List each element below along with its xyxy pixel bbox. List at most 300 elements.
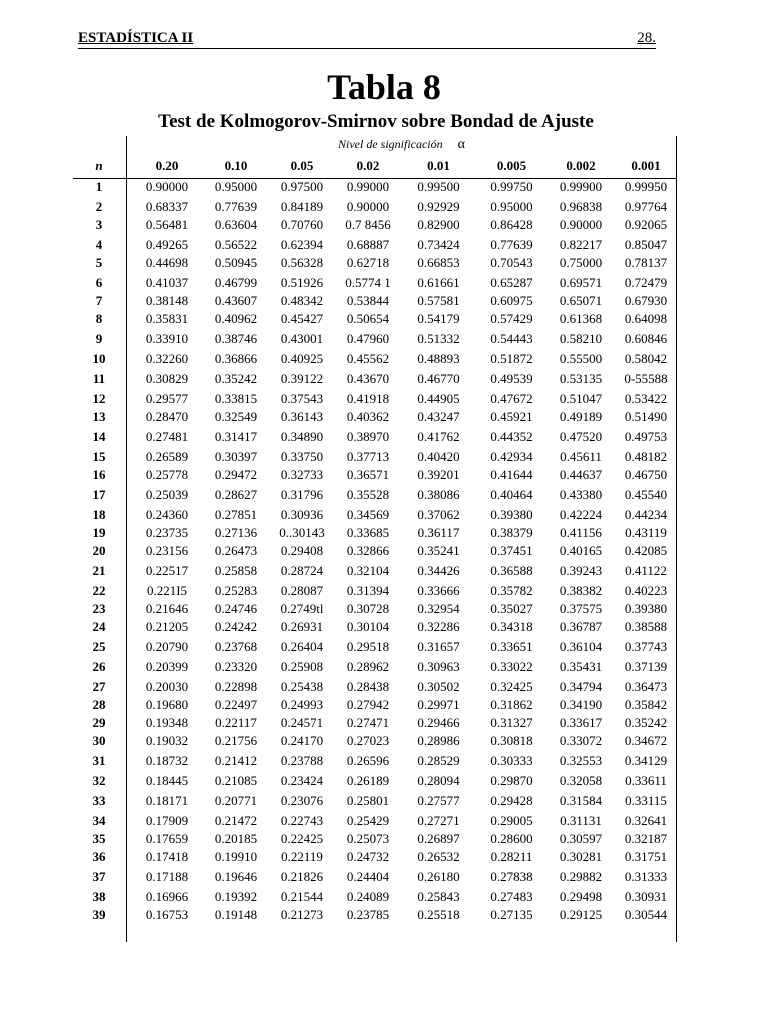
critical-value-cell: 0.30544 — [624, 907, 668, 922]
critical-value-cell: 0.47960 — [346, 331, 390, 346]
critical-value-cell: 0.31751 — [624, 849, 668, 864]
critical-value-cell: 0.36104 — [559, 639, 603, 654]
critical-value-cell: 0.26189 — [346, 773, 390, 788]
critical-value-cell: 0.19646 — [214, 869, 258, 884]
critical-value-cell: 0..30143 — [279, 525, 325, 540]
critical-value-cell: 0.47672 — [490, 391, 533, 406]
critical-value-cell: 0.51490 — [624, 409, 668, 424]
critical-value-cell: 0.56481 — [145, 217, 189, 232]
critical-value-cell: 0.70543 — [490, 255, 533, 270]
significance-header — [127, 137, 676, 155]
row-n-value: 6 — [95, 275, 103, 290]
critical-value-cell: 0.25908 — [280, 659, 324, 674]
table-row — [73, 487, 677, 504]
critical-value-cell: 0.21472 — [214, 813, 258, 828]
critical-value-cell: 0.86428 — [490, 217, 533, 232]
table-row — [73, 831, 677, 848]
table-row — [73, 715, 677, 732]
critical-value-cell: 0.29428 — [490, 793, 533, 808]
critical-value-cell: 0.31584 — [559, 793, 603, 808]
critical-value-cell: 0.56522 — [214, 237, 258, 252]
critical-value-cell: 0.43247 — [417, 409, 460, 424]
table-row — [73, 659, 677, 676]
critical-value-cell: 0.29005 — [490, 813, 533, 828]
critical-value-cell: 0.24732 — [346, 849, 390, 864]
critical-value-cell: 0.78137 — [624, 255, 668, 270]
critical-value-cell: 0.26897 — [417, 831, 460, 846]
table-row — [73, 639, 677, 656]
table-row — [73, 583, 677, 600]
critical-value-cell: 0.29125 — [559, 907, 603, 922]
critical-value-cell: 0.17909 — [145, 813, 189, 828]
critical-value-cell: 0.50945 — [214, 255, 258, 270]
critical-value-cell: 0.27838 — [490, 869, 533, 884]
critical-value-cell: 0.40223 — [624, 583, 668, 598]
critical-value-cell: 0.23785 — [346, 907, 390, 922]
critical-value-cell: 0.34129 — [624, 753, 668, 768]
critical-value-cell: 0.36473 — [624, 679, 668, 694]
table-row — [73, 311, 677, 328]
critical-value-cell: 0.45427 — [280, 311, 324, 326]
critical-value-cell: 0.45562 — [346, 351, 390, 366]
critical-value-cell: 0.53844 — [346, 293, 390, 308]
critical-value-cell: 0.39122 — [280, 371, 324, 386]
critical-value-cell: 0.39380 — [490, 507, 533, 522]
critical-value-cell: 0.34190 — [559, 697, 603, 712]
critical-value-cell: 0.22117 — [215, 715, 257, 730]
critical-value-cell: 0.33022 — [490, 659, 533, 674]
table-row — [73, 507, 677, 524]
critical-value-cell: 0.29971 — [417, 697, 460, 712]
critical-value-cell: 0.72479 — [624, 275, 668, 290]
critical-value-cell: 0.45921 — [490, 409, 533, 424]
critical-value-cell: 0.40420 — [417, 449, 460, 464]
critical-value-cell: 0.22517 — [145, 563, 189, 578]
critical-value-cell: 0.32425 — [490, 679, 533, 694]
critical-value-cell: 0.46750 — [624, 467, 668, 482]
critical-value-cell: 0.60975 — [490, 293, 533, 308]
critical-value-cell: 0.22425 — [280, 831, 324, 846]
critical-value-cell: 0.99900 — [559, 179, 603, 194]
column-header-n: n — [95, 158, 103, 173]
critical-value-cell: 0.22119 — [281, 849, 323, 864]
row-n-value: 2 — [95, 199, 103, 214]
critical-value-cell: 0.51872 — [490, 351, 533, 366]
critical-value-cell: 0.23156 — [145, 543, 189, 558]
critical-value-cell: 0.221I5 — [146, 583, 188, 598]
row-n-value: 26 — [92, 659, 106, 674]
critical-value-cell: 0.54443 — [490, 331, 533, 346]
table-row — [73, 179, 677, 196]
critical-value-cell: 0.34794 — [559, 679, 603, 694]
row-n-value: 10 — [92, 351, 106, 366]
alpha-symbol: α — [457, 137, 465, 152]
row-n-value: 23 — [92, 601, 106, 616]
critical-value-cell: 0.24404 — [346, 869, 390, 884]
critical-value-cell: 0.27481 — [145, 429, 189, 444]
table-row — [73, 869, 677, 886]
critical-value-cell: 0.16966 — [145, 889, 189, 904]
row-n-value: 18 — [92, 507, 106, 522]
row-n-value: 15 — [92, 449, 106, 464]
column-header-alpha: 0.05 — [290, 158, 314, 173]
row-n-value: 22 — [92, 583, 106, 598]
row-n-value: 5 — [95, 255, 103, 270]
critical-value-cell: 0.32260 — [145, 351, 189, 366]
critical-value-cell: 0.65287 — [490, 275, 533, 290]
critical-value-cell: 0.20771 — [214, 793, 258, 808]
critical-value-cell: 0.39380 — [624, 601, 668, 616]
critical-value-cell: 0.21544 — [280, 889, 324, 904]
critical-value-cell: 0.30597 — [559, 831, 603, 846]
critical-value-cell: 0.58042 — [624, 351, 668, 366]
critical-value-cell: 0.36588 — [490, 563, 533, 578]
critical-value-cell: 0.66853 — [417, 255, 460, 270]
table-row — [73, 889, 677, 906]
column-header-alpha: 0.005 — [496, 158, 527, 173]
table-row — [73, 449, 677, 466]
critical-value-cell: 0.48893 — [417, 351, 460, 366]
page-header — [78, 30, 656, 49]
critical-value-cell: 0.34672 — [624, 733, 668, 748]
critical-value-cell: 0.60846 — [624, 331, 668, 346]
critical-value-cell: 0.40362 — [346, 409, 390, 424]
table-row — [73, 753, 677, 770]
row-n-value: 1 — [95, 179, 103, 194]
critical-value-cell: 0.19148 — [214, 907, 258, 922]
row-n-value: 13 — [92, 409, 106, 424]
critical-value-cell: 0.96838 — [559, 199, 603, 214]
critical-value-cell: 0.40962 — [214, 311, 258, 326]
table-row — [73, 601, 677, 618]
critical-value-cell: 0.44234 — [624, 507, 668, 522]
table-row — [73, 429, 677, 446]
critical-value-cell: 0.33115 — [625, 793, 667, 808]
table-row — [73, 813, 677, 830]
table-row — [73, 467, 677, 484]
critical-value-cell: 0.33072 — [559, 733, 603, 748]
critical-value-cell: 0.34318 — [490, 619, 533, 634]
table-row — [73, 525, 677, 542]
critical-value-cell: 0.24746 — [214, 601, 258, 616]
critical-value-cell: 0.30829 — [145, 371, 189, 386]
row-n-value: 29 — [92, 715, 106, 730]
critical-value-cell: 0.27942 — [346, 697, 390, 712]
row-n-value: 28 — [92, 697, 106, 712]
critical-value-cell: 0.54179 — [417, 311, 460, 326]
row-n-value: 17 — [92, 487, 106, 502]
critical-value-cell: 0.21085 — [214, 773, 258, 788]
critical-value-cell: 0.38379 — [490, 525, 533, 540]
critical-value-cell: 0.26404 — [280, 639, 324, 654]
critical-value-cell: 0.35831 — [145, 311, 189, 326]
critical-value-cell: 0.35242 — [214, 371, 258, 386]
row-n-value: 14 — [92, 429, 106, 444]
critical-value-cell: 0.28600 — [490, 831, 533, 846]
critical-value-cell: 0.23788 — [280, 753, 324, 768]
critical-value-cell: 0.97500 — [280, 179, 324, 194]
critical-value-cell: 0.46770 — [417, 371, 460, 386]
critical-value-cell: 0.19680 — [145, 697, 189, 712]
critical-value-cell: 0.29518 — [346, 639, 390, 654]
critical-value-cell: 0.16753 — [145, 907, 189, 922]
table-row — [73, 563, 677, 580]
critical-value-cell: 0.33750 — [280, 449, 324, 464]
critical-value-cell: 0.37139 — [624, 659, 668, 674]
critical-value-cell: 0.47520 — [559, 429, 603, 444]
critical-value-cell: 0.82900 — [417, 217, 460, 232]
critical-value-cell: 0.35842 — [624, 697, 668, 712]
table-row — [73, 275, 677, 292]
critical-value-cell: 0.28986 — [417, 733, 460, 748]
critical-value-cell: 0.49265 — [145, 237, 189, 252]
critical-value-cell: 0.44698 — [145, 255, 189, 270]
critical-value-cell: 0.38970 — [346, 429, 390, 444]
critical-value-cell: 0.50654 — [346, 311, 390, 326]
row-n-value: 19 — [92, 525, 106, 540]
critical-value-cell: 0.29466 — [417, 715, 460, 730]
critical-value-cell: 0.45611 — [560, 449, 602, 464]
critical-value-cell: 0.21646 — [145, 601, 189, 616]
critical-value-cell: 0.37451 — [490, 543, 533, 558]
critical-value-cell: 0.37713 — [346, 449, 390, 464]
critical-value-cell: 0.32733 — [280, 467, 324, 482]
critical-value-cell: 0.43670 — [346, 371, 390, 386]
critical-value-cell: 0.41156 — [560, 525, 602, 540]
row-n-value: 33 — [92, 793, 106, 808]
critical-value-cell: 0.30963 — [417, 659, 460, 674]
critical-value-cell: 0.92065 — [624, 217, 668, 232]
critical-value-cell: 0.37062 — [417, 507, 460, 522]
critical-value-cell: 0.30104 — [346, 619, 390, 634]
column-header-alpha: 0.001 — [631, 158, 661, 173]
critical-value-cell: 0.95000 — [490, 199, 533, 214]
critical-value-cell: 0.36787 — [559, 619, 603, 634]
critical-value-cell: 0.35528 — [346, 487, 390, 502]
critical-value-cell: 0.49539 — [490, 371, 533, 386]
critical-value-cell: 0.20399 — [145, 659, 189, 674]
critical-value-cell: 0.49753 — [624, 429, 668, 444]
critical-value-cell: 0.23424 — [280, 773, 324, 788]
critical-value-cell: 0.32553 — [559, 753, 603, 768]
critical-value-cell: 0.24170 — [280, 733, 324, 748]
critical-value-cell: 0.37743 — [624, 639, 668, 654]
row-n-value: 12 — [92, 391, 106, 406]
critical-value-cell: 0.28094 — [417, 773, 460, 788]
critical-value-cell: 0.25283 — [214, 583, 258, 598]
row-n-value: 24 — [92, 619, 106, 634]
row-n-value: 16 — [92, 467, 106, 482]
column-header-alpha: 0.02 — [356, 158, 380, 173]
table-row — [73, 773, 677, 790]
critical-value-cell: 0.29870 — [490, 773, 533, 788]
critical-value-cell: 0.29472 — [214, 467, 258, 482]
critical-value-cell: 0.21412 — [214, 753, 258, 768]
row-n-value: 11 — [92, 371, 106, 386]
critical-value-cell: 0.77639 — [490, 237, 533, 252]
critical-value-cell: 0.32954 — [417, 601, 460, 616]
table-title: Tabla 8 — [327, 67, 441, 107]
row-n-value: 39 — [92, 907, 106, 922]
critical-value-cell: 0.29498 — [559, 889, 603, 904]
critical-value-cell: 0.36571 — [346, 467, 390, 482]
critical-value-cell: 0.44905 — [417, 391, 460, 406]
critical-value-cell: 0.38588 — [624, 619, 668, 634]
critical-value-cell: 0.18171 — [145, 793, 189, 808]
critical-value-cell: 0.69571 — [559, 275, 603, 290]
critical-value-cell: 0.24089 — [346, 889, 390, 904]
table-row — [73, 697, 677, 714]
table-row — [73, 293, 677, 310]
table-subtitle: Test de Kolmogorov-Smirnov sobre Bondad de Ajuste — [158, 111, 594, 132]
critical-value-cell: 0.38746 — [214, 331, 258, 346]
critical-value-cell: 0.20185 — [214, 831, 258, 846]
critical-value-cell: 0.32104 — [346, 563, 390, 578]
critical-value-cell: 0.41122 — [625, 563, 667, 578]
critical-value-cell: 0.38148 — [145, 293, 189, 308]
critical-value-cell: 0.43119 — [625, 525, 667, 540]
critical-value-cell: 0.61661 — [417, 275, 460, 290]
critical-value-cell: 0.53422 — [624, 391, 668, 406]
critical-value-cell: 0.92929 — [417, 199, 460, 214]
critical-value-cell: 0.34426 — [417, 563, 460, 578]
critical-value-cell: 0.99750 — [490, 179, 533, 194]
critical-value-cell: 0.31862 — [490, 697, 533, 712]
row-n-value: 31 — [92, 753, 106, 768]
critical-value-cell: 0.19032 — [145, 733, 189, 748]
critical-value-cell: 0.33651 — [490, 639, 533, 654]
critical-value-cell: 0.73424 — [417, 237, 460, 252]
critical-value-cell: 0.26473 — [214, 543, 258, 558]
critical-value-cell: 0.25801 — [346, 793, 390, 808]
row-n-value: 3 — [95, 217, 103, 232]
critical-value-cell: 0.27471 — [346, 715, 390, 730]
critical-value-cell: 0.75000 — [559, 255, 603, 270]
critical-value-cell: 0.42224 — [559, 507, 603, 522]
critical-value-cell: 0.39201 — [417, 467, 460, 482]
row-n-value: 9 — [95, 331, 103, 346]
critical-value-cell: 0.51047 — [559, 391, 603, 406]
critical-value-cell: 0.43380 — [559, 487, 603, 502]
critical-value-cell: 0.21826 — [280, 869, 324, 884]
table-row — [73, 331, 677, 348]
table-row — [73, 371, 677, 388]
critical-value-cell: 0.84189 — [280, 199, 324, 214]
critical-value-cell: 0.18445 — [145, 773, 189, 788]
column-header-alpha: 0.20 — [155, 158, 179, 173]
critical-value-cell: 0.45540 — [624, 487, 668, 502]
critical-value-cell: 0.44637 — [559, 467, 603, 482]
critical-value-cell: 0.28438 — [346, 679, 390, 694]
table-row — [73, 619, 677, 636]
critical-value-cell: 0.35782 — [490, 583, 533, 598]
critical-value-cell: 0.31417 — [214, 429, 258, 444]
critical-value-cell: 0.23768 — [214, 639, 258, 654]
critical-value-cell: 0.29577 — [145, 391, 189, 406]
critical-value-cell: 0.24571 — [280, 715, 324, 730]
critical-value-cell: 0.22898 — [214, 679, 258, 694]
row-n-value: 30 — [92, 733, 106, 748]
row-n-value: 27 — [92, 679, 106, 694]
critical-value-cell: 0.21205 — [145, 619, 189, 634]
critical-value-cell: 0.99500 — [417, 179, 460, 194]
critical-value-cell: 0.68887 — [346, 237, 390, 252]
table-row — [73, 849, 677, 866]
critical-value-cell: 0.24242 — [214, 619, 258, 634]
critical-value-cell: 0.31657 — [417, 639, 460, 654]
critical-value-cell: 0.30931 — [624, 889, 668, 904]
critical-value-cell: 0.24360 — [145, 507, 189, 522]
critical-value-cell: 0.28962 — [346, 659, 390, 674]
critical-value-cell: 0.32549 — [214, 409, 258, 424]
critical-value-cell: 0.30818 — [490, 733, 533, 748]
critical-value-cell: 0.41918 — [346, 391, 390, 406]
critical-value-cell: 0.62394 — [280, 237, 324, 252]
critical-value-cell: 0.68337 — [145, 199, 189, 214]
table-row — [73, 391, 677, 408]
critical-value-cell: 0.19392 — [214, 889, 258, 904]
critical-value-cell: 0.51332 — [417, 331, 460, 346]
critical-value-cell: 0.77639 — [214, 199, 258, 214]
critical-value-cell: 0.17659 — [145, 831, 189, 846]
critical-value-cell: 0.62718 — [346, 255, 390, 270]
critical-value-cell: 0.29882 — [559, 869, 603, 884]
critical-value-cell: 0.19348 — [145, 715, 189, 730]
row-n-value: 21 — [92, 563, 106, 578]
critical-value-cell: 0.25073 — [346, 831, 390, 846]
critical-value-cell: 0.41762 — [417, 429, 460, 444]
critical-value-cell: 0.67930 — [624, 293, 668, 308]
critical-value-cell: 0.90000 — [346, 199, 390, 214]
table-row — [73, 907, 677, 924]
critical-value-cell: 0.57581 — [417, 293, 460, 308]
critical-value-cell: 0.99000 — [346, 179, 390, 194]
critical-value-cell: 0.30502 — [417, 679, 460, 694]
critical-value-cell: 0.64098 — [624, 311, 668, 326]
table-row — [73, 793, 677, 810]
critical-value-cell: 0.29408 — [280, 543, 324, 558]
table-row — [73, 255, 677, 272]
critical-value-cell: 0.25518 — [417, 907, 460, 922]
critical-value-cell: 0.31327 — [490, 715, 533, 730]
critical-value-cell: 0.21273 — [280, 907, 324, 922]
critical-value-cell: 0.38086 — [417, 487, 460, 502]
critical-value-cell: 0.27577 — [417, 793, 460, 808]
critical-value-cell: 0.7 8456 — [345, 217, 391, 232]
critical-value-cell: 0.26589 — [145, 449, 189, 464]
critical-value-cell: 0.27483 — [490, 889, 533, 904]
critical-value-cell: 0.40464 — [490, 487, 533, 502]
critical-value-cell: 0.97764 — [624, 199, 668, 214]
critical-value-cell: 0.53135 — [559, 371, 603, 386]
critical-value-cell: 0.82217 — [559, 237, 603, 252]
critical-value-cell: 0.36866 — [214, 351, 258, 366]
critical-value-cell: 0.95000 — [214, 179, 258, 194]
critical-value-cell: 0.27023 — [346, 733, 390, 748]
critical-value-cell: 0.36143 — [280, 409, 324, 424]
critical-value-cell: 0.24993 — [280, 697, 324, 712]
critical-value-cell: 0.30397 — [214, 449, 258, 464]
critical-value-cell: 0.32187 — [624, 831, 668, 846]
critical-value-cell: 0.33666 — [417, 583, 460, 598]
critical-value-cell: 0.61368 — [559, 311, 603, 326]
critical-value-cell: 0.2749tl — [280, 601, 324, 616]
critical-value-cell: 0.37575 — [559, 601, 603, 616]
critical-value-cell: 0.28470 — [145, 409, 189, 424]
critical-value-cell: 0.28627 — [214, 487, 258, 502]
critical-value-cell: 0.25778 — [145, 467, 189, 482]
critical-value-cell: 0.25039 — [145, 487, 189, 502]
